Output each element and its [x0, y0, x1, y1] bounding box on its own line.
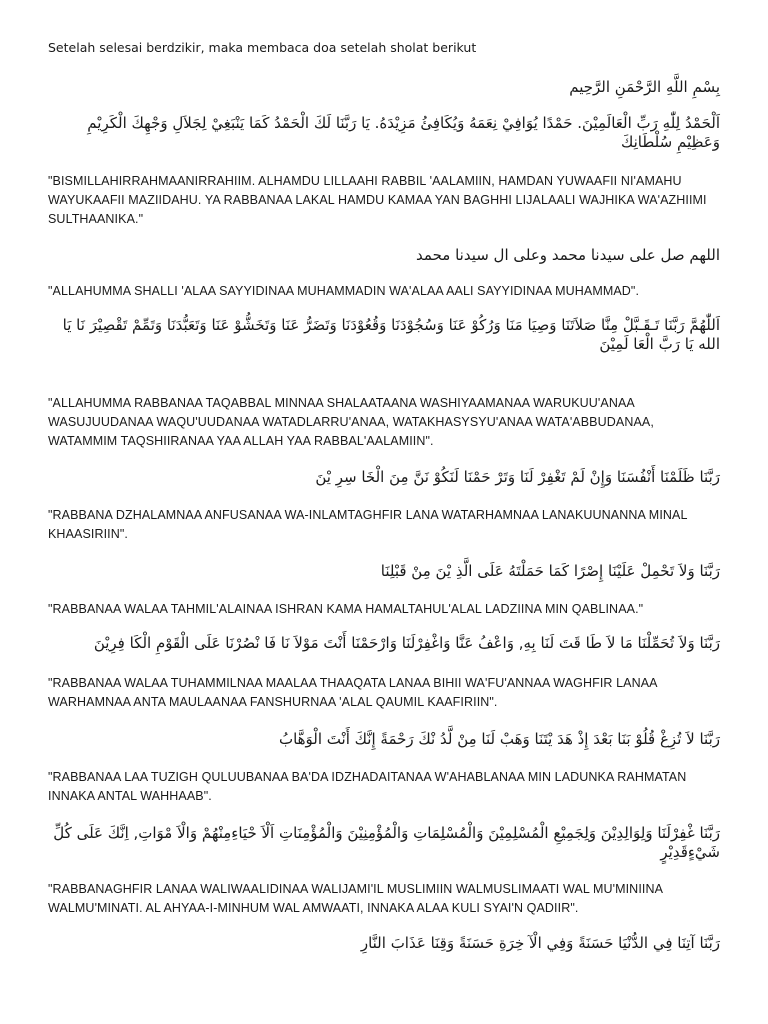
intro-text: Setelah selesai berdzikir, maka membaca doa setelah sholat berikut	[48, 40, 477, 55]
doa-3-arabic: اَللّٰهُمَّ رَبَّنَا تَـقَـبَّلْ مِنَّا صَلاَتَنَا وَصِيَا مَنَا وَرُكُوْ عَنَا وَسُجُوْدَنَا وَقُعُوْدَنَا وَتَضَرُّ عَنَا وَتَخَشُّوْ عَنَا وَتَعَبُّدَنَا وَتَمِّمْ تَقْصِيْرَ نَا يَا الله يَا رَبَّ الْعَا لَمِيْنَ	[62, 316, 720, 353]
basmalah-arabic: بِسْمِ اللَّهِ الرَّحْمَنِ الرَّحِيم	[569, 78, 720, 96]
doa-7-arabic: رَبَّنَا لاَ تُزِغْ قُلُوْ بَنَا بَعْدَ إِذْ هَدَ يْتَنَا وَهَبْ لَنَا مِنْ لَّدُ نْكَ رَحْمَةً إِنَّكَ أَنْتَ الْوَهَّابُ	[278, 730, 720, 748]
doa-2-latin: "ALLAHUMMA SHALLI 'ALAA SAYYIDINAA MUHAMMADIN WA'ALAA AALI SAYYIDINAA MUHAMMAD".	[48, 284, 640, 298]
doa-8-arabic: رَبَّنَا غْفِرْلَنَا وَلِوَالِدِيْنَ وَلِجَمِيْعِ الْمُسْلِمِيْنَ وَالْمُسْلِمَاتِ وَالْمُؤْمِنِيْنَ وَالْمُؤْمِنَاتِ اَلْاَ حْيَاءِمِنْهُمْ وَالْاَ مْوَاتِ, اِنَّكَ عَلَى كُلِّ شَيْءٍقَدِيْرٍ	[53, 824, 720, 861]
doa-1-latin: "BISMILLAHIRRAHMAANIRRAHIIM. ALHAMDU LILLAAHI RABBIL 'AALAMIIN, HAMDAN YUWAAFII NI'AMAHU WAYUKAAFII MAZIIDAHU. YA RABBANAA LAKAL HAMDU KAMAA YAN BAGHHI LIJALAALI WAJHIKA WA'AZHIIMI SULTHAANIKA."	[48, 174, 707, 226]
doa-9-arabic: رَبَّنَا آتِنَا فِي الدُّنْيَا حَسَنَةً وَفِي الْآ خِرَةِ حَسَنَةً وَقِنَا عَذَابَ النَّارِ	[360, 934, 720, 952]
doa-1-arabic: اَلْحَمْدُ لِلّٰهِ رَبِّ الْعَالَمِيْنَ. حَمْدًا يُوَافِيْ نِعَمَهُ وَيُكَافِئُ مَزِيْدَهُ. يَا رَبَّنَا لَكَ الْحَمْدُ كَمَا يَنْبَغِيْ لِجَلاَلِ وَجْهِكَ الْكَرِيْمِ وَعَظِيْمِ سُلْطَانِكَ	[87, 114, 720, 151]
doa-8-latin: "RABBANAGHFIR LANAA WALIWAALIDINAA WALIJAMI'IL MUSLIMIIN WALMUSLIMAATI WAL MU'MINIINA WALMU'MINATI. AL AHYAA-I-MINHUM WAL AMWAATI, INNAKA ALAA KULI SYAI'N QADIIR".	[48, 882, 663, 915]
doa-5-latin: "RABBANAA WALAA TAHMIL'ALAINAA ISHRAN KAMA HAMALTAHUL'ALAL LADZIINA MIN QABLINAA."	[48, 602, 644, 616]
doa-6-latin: "RABBANAA WALAA TUHAMMILNAA MAALAA THAAQATA LANAA BIHII WA'FU'ANNAA WAGHFIR LANAA WARHAMNAA ANTA MAULAANAA FANSHURNAA 'ALAL QAUMIL KAAFIRIIN".	[48, 676, 657, 709]
doa-4-arabic: رَبَّنَا ظَلَمْنَا أَنْفُسَنَا وَإِنْ لَمْ تَغْفِرْ لَنَا وَتَرْ حَمْنَا لَنَكُوْ نَنَّ مِنَ الْخَا سِرِ يْنَ	[315, 468, 720, 486]
doa-7-latin: "RABBANAA LAA TUZIGH QULUUBANAA BA'DA IDZHADAITANAA W'AHABLANAA MIN LADUNKA RAHMATAN INNAKA ANTAL WAHHAAB".	[48, 770, 687, 803]
doa-5-arabic: رَبَّنَا وَلاَ تَحْمِلْ عَلَيْنَا إِصْرًا كَمَا حَمَلْتَهُ عَلَى الَّذِ يْنَ مِنْ قَبْلِنَا	[380, 562, 720, 580]
doa-3-latin: "ALLAHUMMA RABBANAA TAQABBAL MINNAA SHALAATAANA WASHIYAAMANAA WARUKUU'ANAA WASUJUUDANAA WAQU'UUDANAA WATADLARRU'ANAA, WATAKHASYSYU'ANAA WATA'ABBUDANAA, WATAMMIM TAQSHIIRANAA YAA ALLAH YAA RABBAL'AALAMIIN".	[48, 396, 654, 448]
doa-2-arabic: اللهم صل على سيدنا محمد وعلى ال سيدنا محمد	[416, 246, 720, 264]
doa-4-latin: "RABBANA DZHALAMNAA ANFUSANAA WA-INLAMTAGHFIR LANA WATARHAMNAA LANAKUUNANNA MINAL KHAASIRIIN".	[48, 508, 688, 541]
doa-6-arabic: رَبَّنَا وَلاَ تُحَمِّلْنَا مَا لاَ طَا قَتَ لَنَا بِهِ, وَاعْفُ عَنَّا وَاغْفِرْلَنَا وَارْحَمْنَا أَنْتَ مَوْلاَ نَا فَا نْصُرْنَا عَلَى الْقَوْمِ الْكَا فِرِيْنَ	[93, 634, 720, 652]
